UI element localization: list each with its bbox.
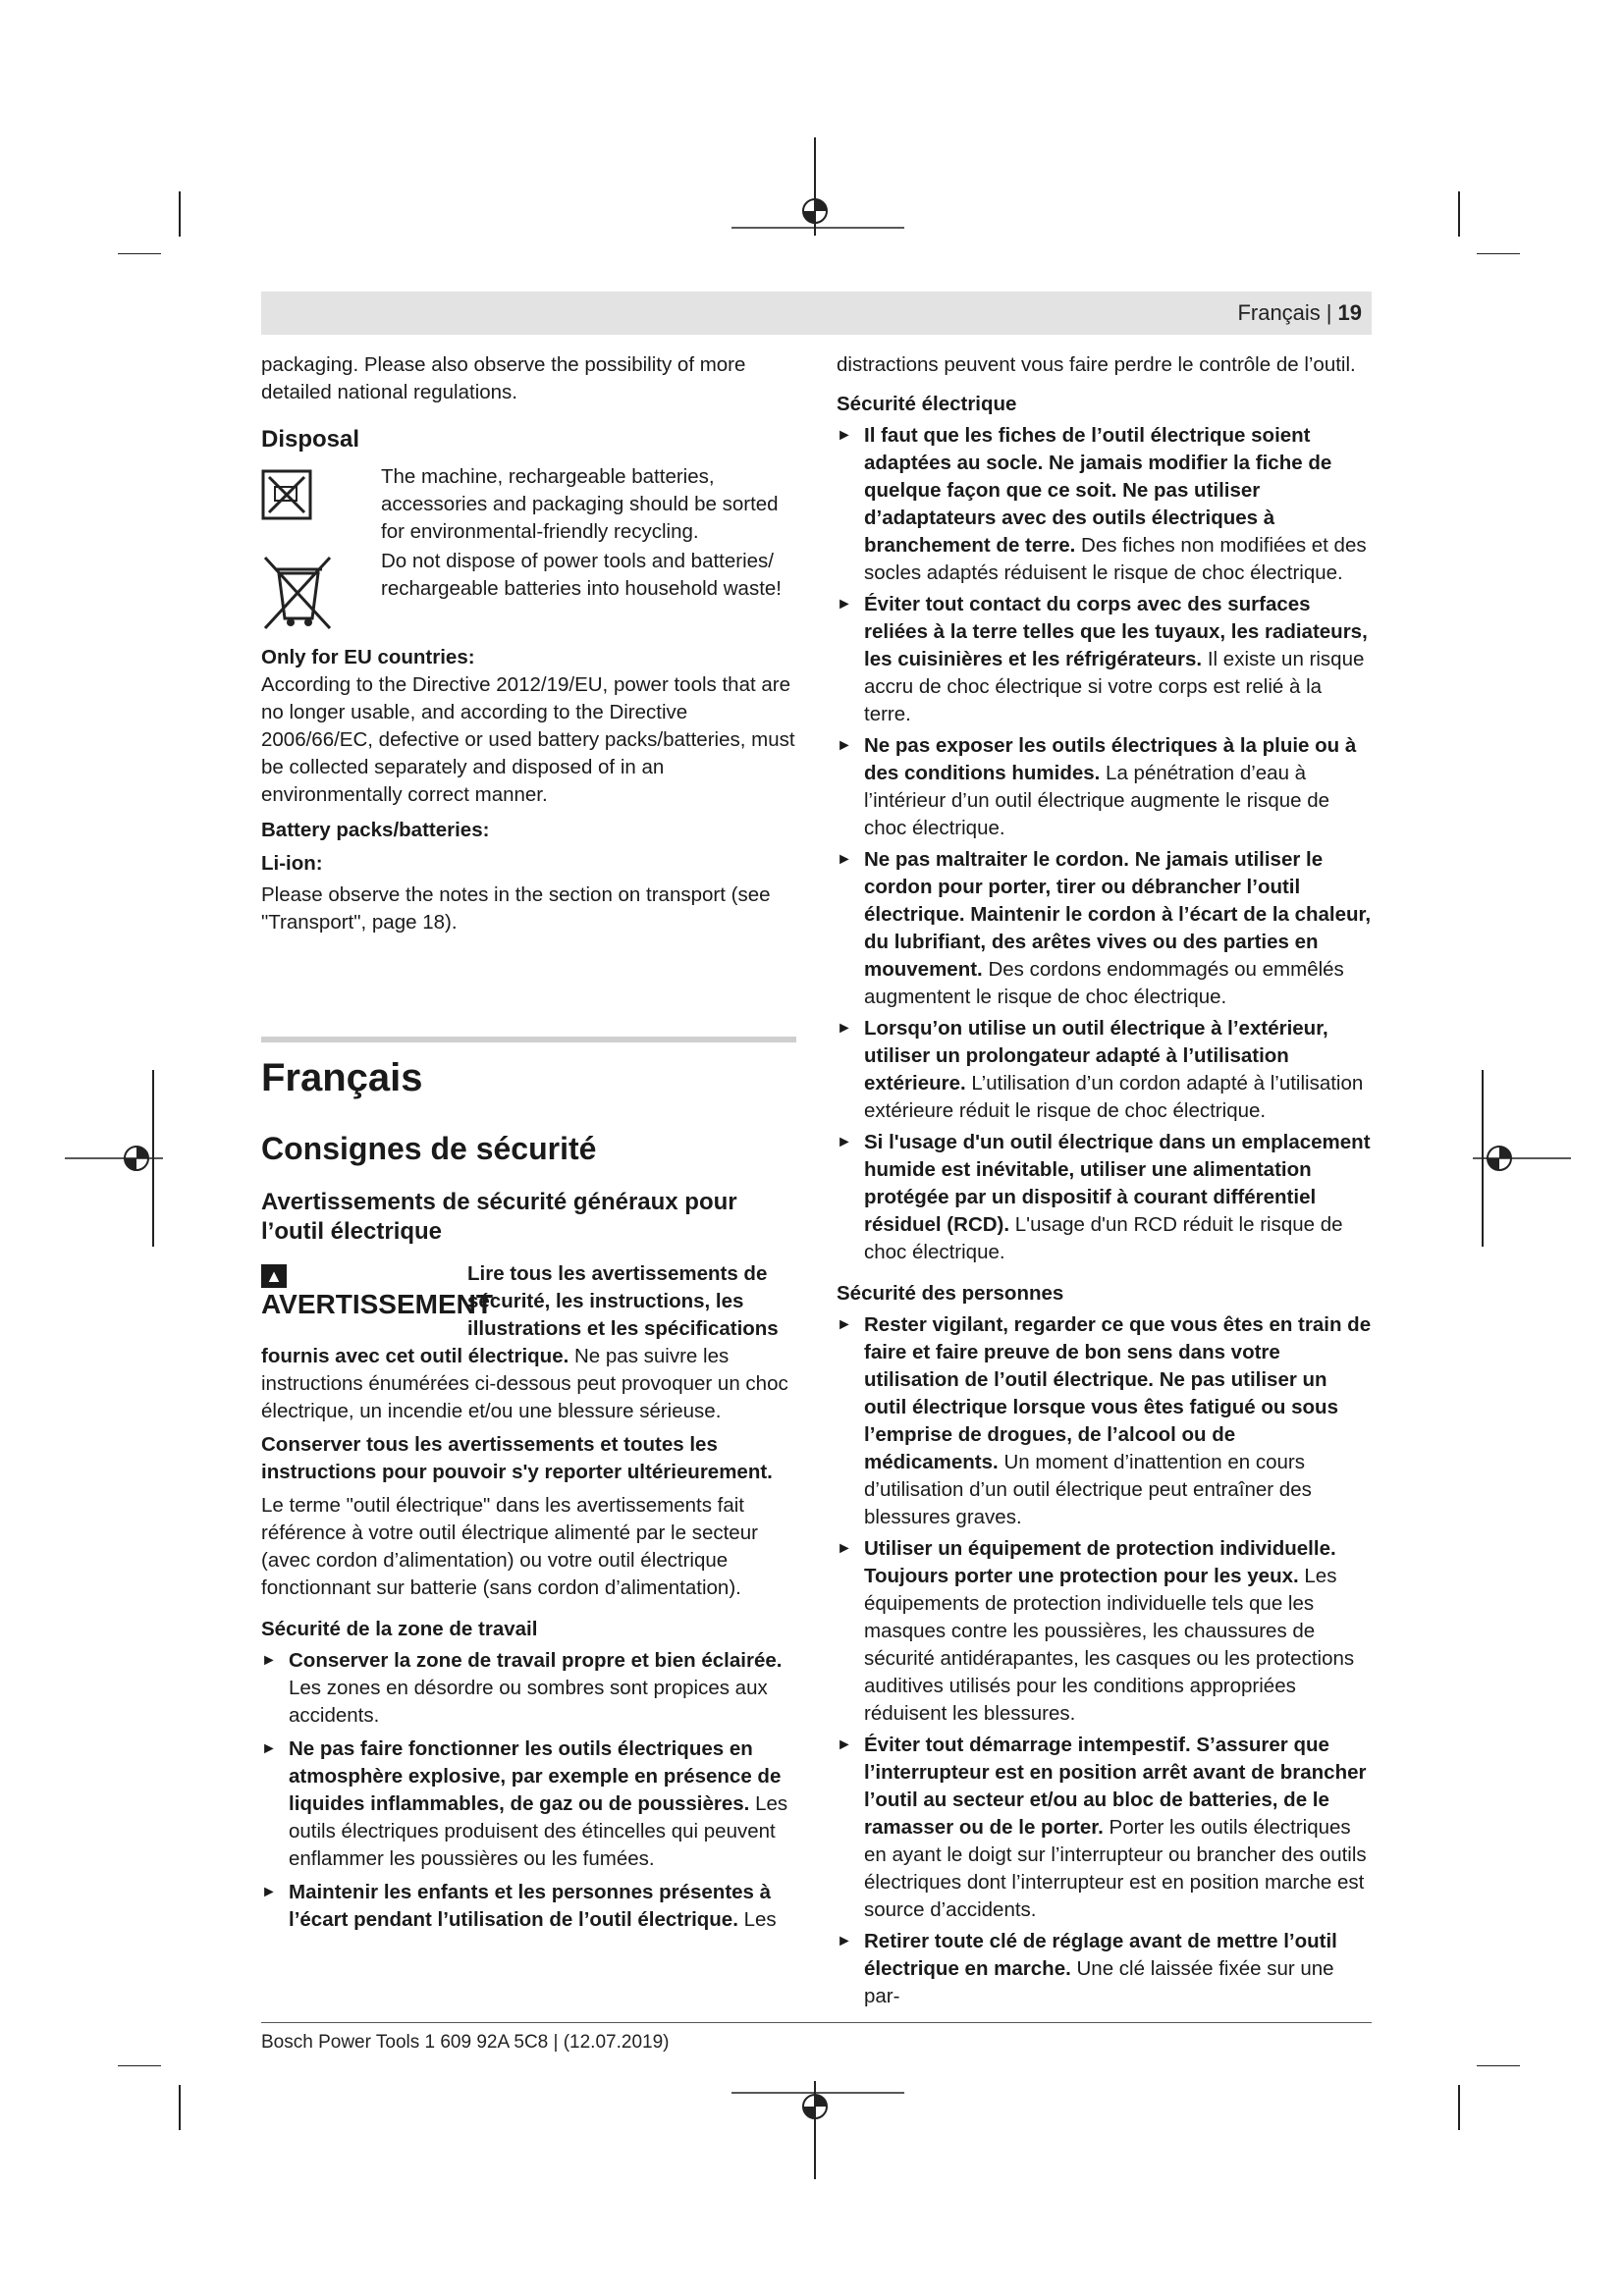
section-divider bbox=[261, 1037, 796, 1042]
bullet-arrow-icon: ► bbox=[261, 1652, 277, 1669]
list-item bbox=[837, 1015, 1372, 1125]
bullet-arrow-icon: ► bbox=[837, 1134, 852, 1150]
personal-safety-heading: Sécurité des personnes bbox=[837, 1282, 1064, 1305]
list-item-text: L’utilisation d’un cordon adapté à l’utilisation extérieure réduit le risque de choc électrique. bbox=[864, 1072, 1364, 1122]
list-item bbox=[261, 1735, 796, 1873]
crop-mark bbox=[1458, 191, 1460, 237]
list-item-bold: Il faut que les fiches de l’outil électrique soient adaptées au socle. Ne jamais modifier la fiche de quelque façon que ce soit. Ne pas utiliser d’adaptateurs avec des outils électriques à branchement de terre. bbox=[864, 424, 1332, 557]
list-item bbox=[837, 1535, 1372, 1728]
bullet-arrow-icon: ► bbox=[837, 1020, 852, 1037]
disposal-text-sort: The machine, rechargeable batteries, accessories and packaging should be sorted for environmental-friendly recycling. bbox=[381, 465, 779, 543]
bullet-arrow-icon: ► bbox=[837, 1540, 852, 1557]
list-item-text: Les bbox=[743, 1908, 777, 1931]
registration-mark-icon bbox=[731, 137, 908, 236]
bullet-arrow-icon: ► bbox=[837, 737, 852, 754]
list-item-bold: Conserver la zone de travail propre et bien éclairée. bbox=[289, 1649, 783, 1672]
list-item-text: Des fiches non modifiées et des socles adaptés réduisent le risque de choc électrique. bbox=[864, 534, 1367, 584]
list-item bbox=[837, 1129, 1372, 1266]
bullet-arrow-icon: ► bbox=[837, 1736, 852, 1753]
list-item bbox=[837, 1732, 1372, 1924]
warning-bold-text: Lire tous les avertissements de sécurité, les instructions, les illustrations et les spécifications fournis avec cet outil électrique. bbox=[261, 1262, 779, 1367]
list-item-bold: Rester vigilant, regarder ce que vous êtes en train de faire et faire preuve de bon sens dans votre utilisation de l’outil électrique. Ne pas utiliser un outil électrique lorsque vous êtes fatigué ou sous l’emprise de drogues, de l’alcool ou de médicaments. bbox=[864, 1313, 1372, 1473]
bullet-arrow-icon: ► bbox=[837, 1933, 852, 1949]
list-item-text: L'usage d'un RCD réduit le risque de choc électrique. bbox=[864, 1213, 1343, 1263]
list-item bbox=[837, 422, 1372, 587]
list-item-text: Un moment d’inattention en cours d’utilisation d’un outil électrique peut entraîner des blessures graves. bbox=[864, 1451, 1312, 1528]
crop-mark bbox=[179, 191, 181, 237]
list-item-bold: Ne pas faire fonctionner les outils électriques en atmosphère explosive, par exemple en présence de liquides inflammables, de gaz ou de poussières. bbox=[289, 1737, 782, 1815]
crop-mark bbox=[118, 2065, 161, 2066]
footer-rule bbox=[261, 2022, 1372, 2023]
bullet-arrow-icon: ► bbox=[261, 1740, 277, 1757]
left-column bbox=[261, 351, 796, 936]
eu-text: According to the Directive 2012/19/EU, power tools that are no longer usable, and according to the Directive 2006/66/EC, defective or used battery packs/batteries, must be collected separately and disposed of in an environmentally correct manner. bbox=[261, 673, 795, 806]
disposal-text-household: Do not dispose of power tools and batteries/ rechargeable batteries into household waste! bbox=[381, 550, 782, 600]
list-item-bold: Ne pas maltraiter le cordon. Ne jamais utiliser le cordon pour porter, tirer ou débrancher l’outil électrique. Maintenir le cordon à l’écart de la chaleur, du lubrifiant, des arêtes vives ou des parties en mouvement. bbox=[864, 848, 1372, 981]
list-item-bold: Maintenir les enfants et les personnes présentes à l’écart pendant l’utilisation de l’outil électrique. bbox=[289, 1881, 772, 1931]
crop-mark bbox=[1477, 2065, 1520, 2066]
list-item bbox=[261, 1647, 796, 1730]
crop-mark bbox=[118, 253, 161, 254]
electrical-safety-heading: Sécurité électrique bbox=[837, 393, 1017, 415]
list-item-bold: Éviter tout démarrage intempestif. S’assurer que l’interrupteur est en position arrêt avant de brancher l’outil au secteur et/ou au bloc de batteries, de le ramasser ou de le porter. bbox=[864, 1734, 1367, 1839]
page-footer: Bosch Power Tools 1 609 92A 5C8 | (12.07.2019) bbox=[261, 2032, 670, 2053]
list-item-bold: Lorsqu’on utilise un outil électrique à l’extérieur, utiliser un prolongateur adapté à l’utilisation extérieure. bbox=[864, 1017, 1328, 1095]
safety-title: Consignes de sécurité bbox=[261, 1131, 597, 1166]
battery-heading: Battery packs/batteries: bbox=[261, 819, 490, 841]
list-item-text: Les outils électriques produisent des étincelles qui peuvent enflammer les poussières ou les fumées. bbox=[289, 1792, 788, 1870]
header-section: Français bbox=[1237, 300, 1321, 325]
list-item-text: Les équipements de protection individuelle tels que les masques contre les poussières, les chaussures de sécurité antidérapantes, les casques ou les protections auditives utilisés pour les conditions appropriées réduisent les blessures. bbox=[864, 1565, 1355, 1725]
crop-mark bbox=[1477, 253, 1520, 254]
right-column bbox=[837, 351, 1372, 2010]
list-item-bold: Utiliser un équipement de protection individuelle. Toujours porter une protection pour les yeux. bbox=[864, 1537, 1336, 1587]
list-item-bold: Si l'usage d'un outil électrique dans un emplacement humide est inévitable, utiliser une alimentation protégée par un dispositif à courant différentiel résiduel (RCD). bbox=[864, 1131, 1371, 1236]
liion-heading: Li-ion: bbox=[261, 852, 323, 875]
language-title: Français bbox=[261, 1056, 423, 1099]
list-item bbox=[837, 1928, 1372, 2010]
list-item bbox=[837, 732, 1372, 842]
page-header bbox=[261, 292, 1372, 335]
registration-mark-icon bbox=[65, 1070, 163, 1247]
list-item-bold: Retirer toute clé de réglage avant de mettre l’outil électrique en marche. bbox=[864, 1930, 1337, 1980]
list-item-text: Les zones en désordre ou sombres sont propices aux accidents. bbox=[289, 1677, 768, 1727]
list-item bbox=[837, 1311, 1372, 1531]
disposal-heading: Disposal bbox=[261, 426, 360, 453]
list-item-bold: Éviter tout contact du corps avec des surfaces reliées à la terre telles que les tuyaux, les radiateurs, les cuisinières et les réfrigérateurs. bbox=[864, 593, 1368, 670]
bullet-arrow-icon: ► bbox=[837, 596, 852, 613]
warning-text: Ne pas suivre les instructions énumérées ci-dessous peut provoquer un choc électrique, un incendie et/ou une blessure sérieuse. bbox=[261, 1345, 788, 1422]
list-item-text: Il existe un risque accru de choc électrique si votre corps est relié à la terre. bbox=[864, 648, 1365, 725]
crop-mark bbox=[179, 2085, 181, 2130]
warning-triangle-icon: ▲ bbox=[261, 1264, 287, 1288]
list-item-text: Porter les outils électriques en ayant le doigt sur l’interrupteur ou brancher des outils électriques dont l’interrupteur est en position marche est source d’accidents. bbox=[864, 1816, 1367, 1921]
warning-label: AVERTISSEMENT bbox=[261, 1289, 493, 1319]
page-number: 19 bbox=[1337, 300, 1362, 325]
header-text bbox=[1237, 300, 1362, 326]
header-separator: | bbox=[1326, 300, 1332, 325]
list-item-text: Des cordons endommagés ou emmêlés augmentent le risque de choc électrique. bbox=[864, 958, 1344, 1008]
recycle-sort-icon bbox=[261, 469, 312, 520]
crop-mark bbox=[1458, 2085, 1460, 2130]
bullet-arrow-icon: ► bbox=[261, 1884, 277, 1900]
bullet-arrow-icon: ► bbox=[837, 851, 852, 868]
list-item-text: Une clé laissée fixée sur une par- bbox=[864, 1957, 1334, 2007]
eu-heading: Only for EU countries: bbox=[261, 646, 475, 668]
term-definition: Le terme "outil électrique" dans les avertissements fait référence à votre outil électrique alimenté par le secteur (avec cordon d’alimentation) ou votre outil électrique fonctionnant sur batterie (sans cordon d’alimentation). bbox=[261, 1494, 758, 1599]
registration-mark-icon bbox=[731, 2081, 908, 2179]
bullet-arrow-icon: ► bbox=[837, 427, 852, 444]
list-item bbox=[837, 591, 1372, 728]
keep-instructions: Conserver tous les avertissements et toutes les instructions pour pouvoir s'y reporter ultérieurement. bbox=[261, 1433, 773, 1483]
work-area-heading: Sécurité de la zone de travail bbox=[261, 1618, 538, 1640]
general-warnings-title: Avertissements de sécurité généraux pour l’outil électrique bbox=[261, 1189, 737, 1245]
warning-badge bbox=[261, 1260, 493, 1319]
liion-text: Please observe the notes in the section on transport (see "Transport", page 18). bbox=[261, 883, 771, 934]
registration-mark-icon bbox=[1473, 1070, 1571, 1247]
bullet-arrow-icon: ► bbox=[837, 1316, 852, 1333]
left-intro: packaging. Please also observe the possibility of more detailed national regulations. bbox=[261, 353, 746, 403]
right-intro: distractions peuvent vous faire perdre le contrôle de l’outil. bbox=[837, 353, 1356, 376]
list-item bbox=[837, 846, 1372, 1011]
left-column-francais bbox=[261, 1050, 796, 1934]
list-item bbox=[261, 1879, 796, 1934]
list-item-text: La pénétration d’eau à l’intérieur d’un outil électrique augmente le risque de choc électrique. bbox=[864, 762, 1330, 839]
list-item-bold: Ne pas exposer les outils électriques à la pluie ou à des conditions humides. bbox=[864, 734, 1357, 784]
crossed-bin-icon bbox=[261, 554, 338, 632]
